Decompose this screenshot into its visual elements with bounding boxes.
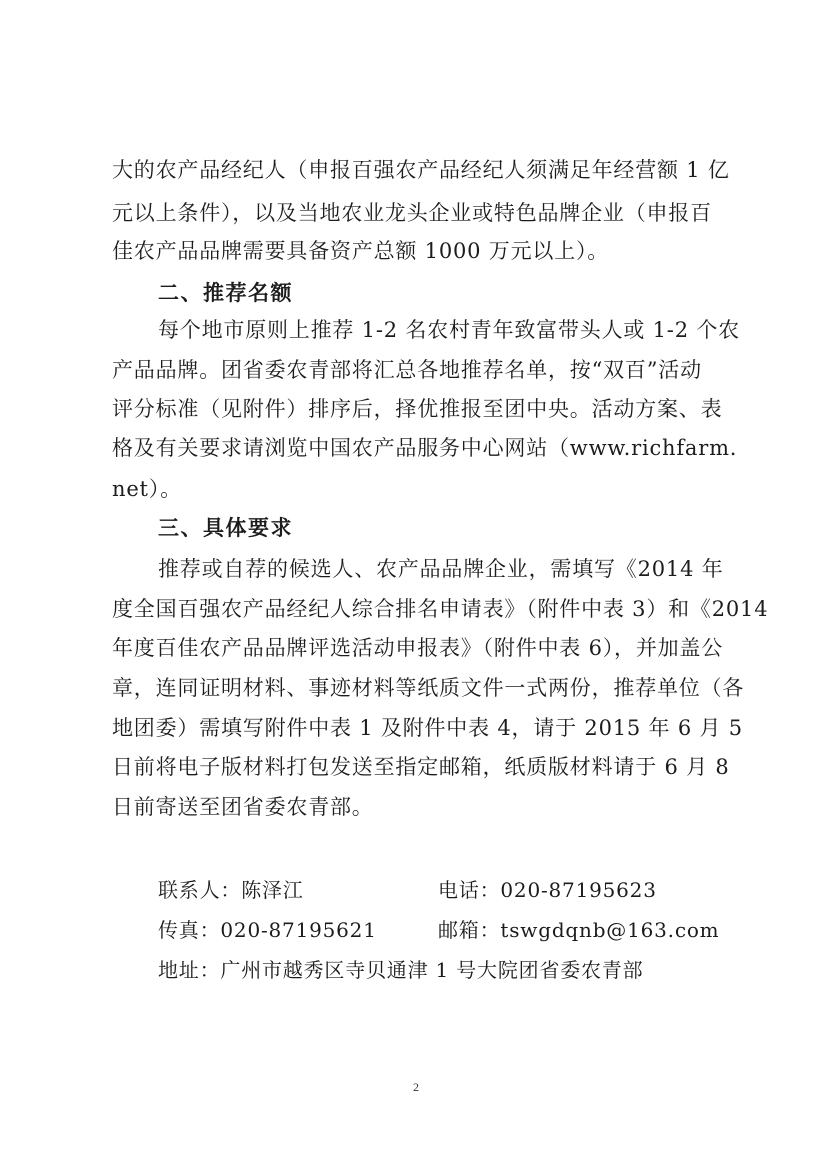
section-2-line-3: 评分标准（见附件）排序后，择优推报至团中央。活动方案、表 [112,397,723,421]
section-3-line-5: 地团委）需填写附件中表 1 及附件中表 4，请于 2015 年 6 月 5 [112,716,743,740]
intro-line-1: 大的农产品经纪人（申报百强农产品经纪人须满足年经营额 1 亿 [112,158,730,182]
intro-line-2: 元以上条件），以及当地农业龙头企业或特色品牌企业（申报百 [112,201,712,225]
contact-fax: 传真：020-87195621 [158,918,377,942]
section-3-line-4: 章，连同证明材料、事迹材料等纸质文件一式两份，推荐单位（各 [112,676,745,700]
section-2-line-2: 产品品牌。团省委农青部将汇总各地推荐名单，按“双百”活动 [112,358,702,382]
contact-person: 联系人：陈泽江 [158,878,304,902]
page-number: 2 [413,1080,419,1094]
contact-phone: 电话：020-87195623 [438,878,657,902]
section-3-line-2: 度全国百强农产品经纪人综合排名申请表》（附件中表 3）和《2014 [112,597,769,621]
section-2-heading: 二、推荐名额 [158,281,293,305]
section-3-line-1: 推荐或自荐的候选人、农产品品牌企业，需填写《2014 年 [158,557,724,581]
section-2-line-4: 格及有关要求请浏览中国农产品服务中心网站（www.richfarm. [112,436,738,460]
section-3-line-3: 年度百佳农产品品牌评选活动申报表》（附件中表 6），并加盖公 [112,636,724,660]
contact-email: 邮箱：tswgdqnb@163.com [438,918,720,942]
intro-line-3: 佳农产品品牌需要具备资产总额 1000 万元以上）。 [112,239,610,263]
section-3-line-6: 日前将电子版材料打包发送至指定邮箱，纸质版材料请于 6 月 8 [112,755,730,779]
contact-address: 地址：广州市越秀区寺贝通津 1 号大院团省委农青部 [158,958,644,982]
section-2-line-1: 每个地市原则上推荐 1-2 名农村青年致富带头人或 1-2 个农 [158,318,740,342]
section-3-heading: 三、具体要求 [158,516,293,540]
section-3-line-7: 日前寄送至团省委农青部。 [112,795,374,819]
section-2-line-5: net）。 [112,477,182,501]
